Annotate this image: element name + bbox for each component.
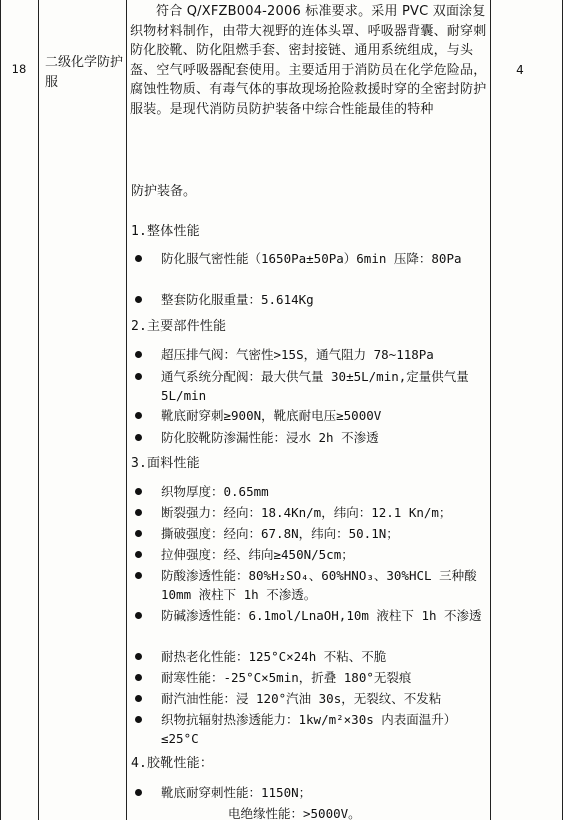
bullet-icon (135, 255, 142, 262)
document-page: 18 二级化学防护服 4 符合 Q/XFZB004-2006 标准要求。采用 PVC 双面涂复织物材料制作，由带大视野的连体头罩、呼吸器背囊、耐穿刺防化胶靴、防化阻燃手套、密封接链、通用系统组成，与头盔、空气呼吸器配套使用。主要适用于消防员在化学危险品，腐蚀性物质、有毒气体的事故现场抢险救援时穿的全密封防护服装。是现代消防员防护装备中综合性能最佳的特种 防护装备。 1.整体性能 防化服气密性能（1650Pa±50Pa）6min 压降：80Pa 整套防化服重量：5.614Kg 2.主要部件性能 超压排气阀：气密性>15S，通气阻力 78~118Pa 通气系统分配阀：最大供气量 30±5L/min,定量供气量 5L/min 靴底耐穿刺≥900N，靴底耐电压≥5000V 防化胶靴防渗漏性能：浸水 2h 不渗透 3.面料性能 织物厚度：0.65mm 断裂强力：经向：18.4Kn/m，纬向：12.1 Kn/m； 撕破强度：经向：67.8N，纬向：50.1N； 拉伸强度：经、纬向≥450N/5cm； 防酸渗透性能：80%H₂SO₄、60%HNO₃、30%HCL 三种酸 10mm 液柱下 1h 不渗透。 防碱渗透性能：6.1mol/LnaOH,10m 液柱下 1h 不渗透 耐热老化性能：125°C×24h 不粘、不脆 耐寒性能：-25°C×5min，折叠 180°无裂痕 耐汽油性能：浸 120°汽油 30s，无裂纹、不发粘 织物抗辐射热渗透能力：1kw/m²×30s 内表面温升）≤25°C 4.胶靴性能： 靴底耐穿刺性能：1150N； 电绝缘性能：>5000V。 (0, 0, 563, 820)
bullet-icon (135, 351, 142, 358)
bullet-icon (135, 695, 142, 702)
row-number: 18 (11, 62, 27, 76)
bullet-icon (135, 789, 142, 796)
item-name: 二级化学防护服 (45, 55, 124, 90)
bullet-icon (135, 488, 142, 495)
section-title: 2.主要部件性能 (131, 319, 227, 334)
section-title: 3.面料性能 (131, 456, 200, 471)
bullet-icon (135, 551, 142, 558)
table-border-left (0, 0, 1, 820)
last-line: 电绝缘性能：>5000V。 (228, 806, 361, 821)
intro-tail: 防护装备。 (131, 184, 197, 199)
bullet-icon (135, 612, 142, 619)
section-title: 1.整体性能 (131, 224, 200, 239)
bullet-icon (135, 373, 142, 380)
bullet-icon (135, 653, 142, 660)
intro-paragraph: 符合 Q/XFZB004-2006 标准要求。采用 PVC 双面涂复织物材料制作，由带大视野的连体头罩、呼吸器背囊、耐穿刺防化胶靴、防化阻燃手套、密封接链、通用系统组成，与头盔、空气呼吸器配套使用。主要适用于消防员在化学危险品，腐蚀性物质、有毒气体的事故现场抢险救援时穿的全密封防护服装。是现代消防员防护装备中综合性能最佳的特种 (130, 4, 487, 117)
bullet-icon (135, 434, 142, 441)
item-quantity: 4 (516, 63, 524, 77)
table-divider-1 (38, 0, 39, 820)
table-divider-2 (126, 0, 127, 820)
bullet-icon (135, 412, 142, 419)
bullet-icon (135, 674, 142, 681)
bullet-icon (135, 509, 142, 516)
bullet-icon (135, 716, 142, 723)
bullet-icon (135, 572, 142, 579)
bullet-icon (135, 296, 142, 303)
description-cell (130, 2, 488, 119)
section-title: 4.胶靴性能： (131, 756, 214, 771)
bullet-icon (135, 530, 142, 537)
list-item: 防化服气密性能（1650Pa±50Pa）6min 压降：80Pa (135, 249, 490, 287)
